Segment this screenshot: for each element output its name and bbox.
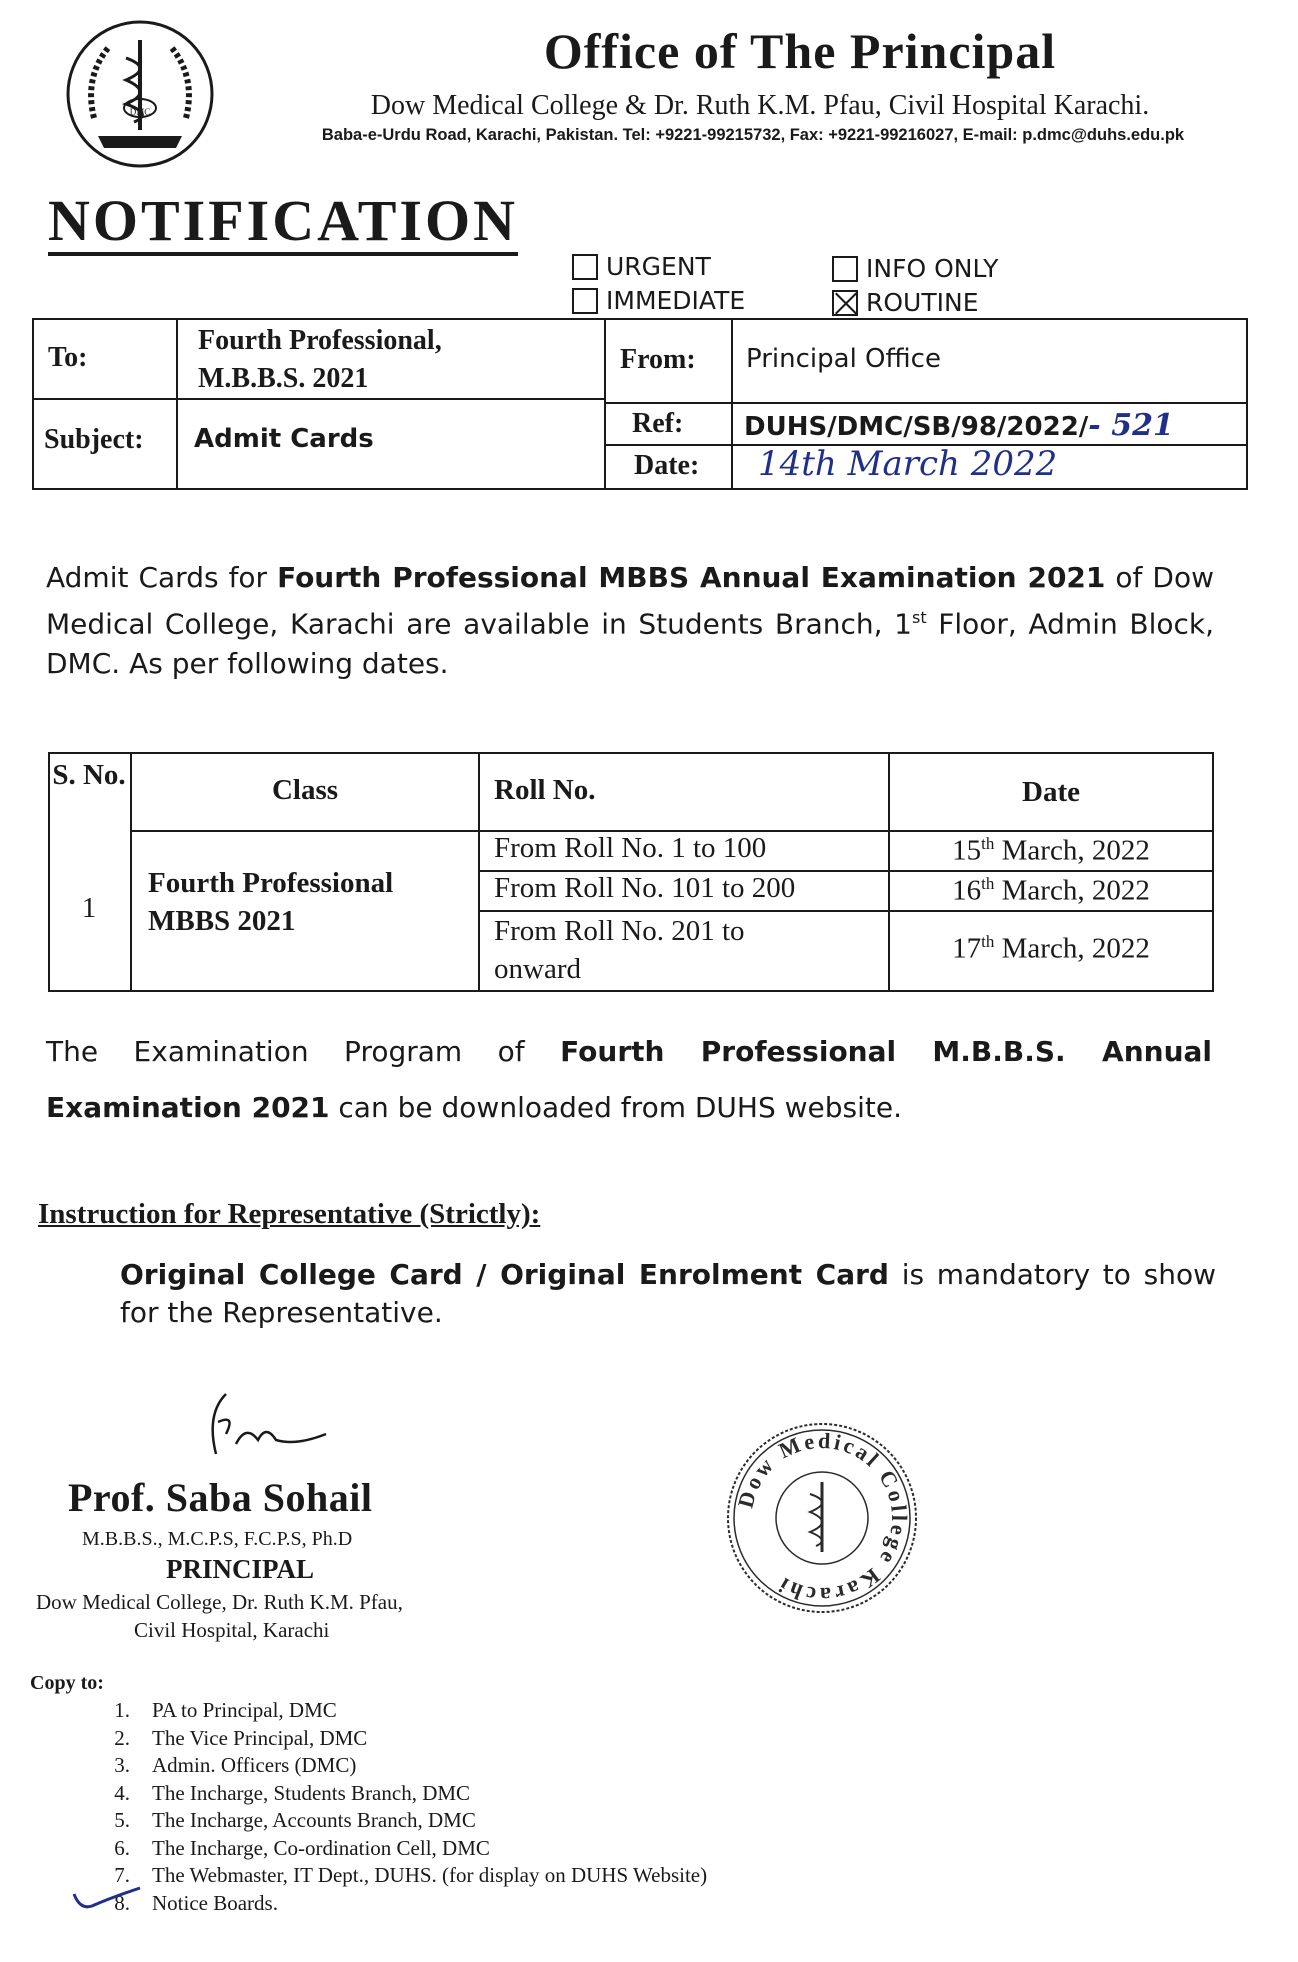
urgent-label: URGENT bbox=[606, 252, 711, 281]
copy-to-item: 4. The Incharge, Students Branch, DMC bbox=[84, 1780, 707, 1808]
ref-value bbox=[744, 408, 1174, 443]
roll-range-3-line-1: From Roll No. 201 to bbox=[494, 915, 745, 947]
notification-title: NOTIFICATION bbox=[48, 192, 518, 256]
class-line-2: MBBS 2021 bbox=[148, 905, 296, 937]
header-sno: S. No. bbox=[52, 759, 126, 791]
date-3-sup: th bbox=[981, 932, 995, 951]
date-label: Date: bbox=[634, 450, 700, 481]
immediate-label: IMMEDIATE bbox=[606, 286, 746, 315]
date-1 bbox=[890, 834, 1212, 868]
row-sno: 1 bbox=[81, 892, 97, 924]
copy-to-item-text: The Vice Principal, DMC bbox=[152, 1725, 368, 1750]
urgent-checkbox bbox=[572, 254, 598, 280]
copy-to-item: 5. The Incharge, Accounts Branch, DMC bbox=[84, 1807, 707, 1835]
subject-label: Subject: bbox=[44, 424, 144, 455]
ref-handwritten: - 521 bbox=[1088, 408, 1174, 443]
signatory-title: PRINCIPAL bbox=[166, 1554, 314, 1584]
immediate-checkbox bbox=[572, 288, 598, 314]
to-value-line-2: M.B.B.S. 2021 bbox=[198, 363, 369, 394]
to-value bbox=[198, 322, 442, 398]
instruction-bold: Original College Card / Original Enrolment Card bbox=[120, 1258, 889, 1291]
date-2-day: 16 bbox=[952, 874, 982, 907]
ref-number: DUHS/DMC/SB/98/2022/ bbox=[744, 412, 1089, 442]
office-title: Office of The Principal bbox=[543, 23, 1057, 79]
to-label: To: bbox=[48, 342, 88, 373]
class-line-1: Fourth Professional bbox=[148, 867, 394, 899]
copy-to-item: 6. The Incharge, Co-ordination Cell, DMC bbox=[84, 1835, 707, 1863]
routine-label: ROUTINE bbox=[866, 288, 979, 317]
date-2-sup: th bbox=[981, 874, 995, 893]
priority-urgent bbox=[572, 252, 711, 281]
date-2-rest: March, 2022 bbox=[994, 874, 1150, 907]
roll-range-3 bbox=[494, 912, 745, 988]
copy-to-item-text: PA to Principal, DMC bbox=[152, 1698, 337, 1722]
copy-to-item: 2. The Vice Principal, DMC bbox=[84, 1725, 707, 1753]
logo-text: DMC bbox=[129, 107, 151, 117]
ref-label: Ref: bbox=[632, 408, 684, 439]
intro-text-1: Admit Cards for bbox=[46, 561, 278, 594]
college-name: Dow Medical College & Dr. Ruth K.M. Pfau, Civil Hospital Karachi. bbox=[370, 90, 1150, 121]
priority-routine bbox=[832, 288, 979, 317]
copy-to-item-text: The Incharge, Accounts Branch, DMC bbox=[152, 1808, 476, 1832]
program-text-1: The Examination Program of bbox=[46, 1035, 561, 1068]
contact-address: Baba-e-Urdu Road, Karachi, Pakistan. Tel: +9221-99215732, Fax: +9221-99216027, E-mail: p.dmc@duhs.edu.pk bbox=[321, 126, 1185, 144]
roll-range-3-line-2: onward bbox=[494, 953, 581, 985]
date-3 bbox=[890, 932, 1212, 966]
signatory-org-line-2: Civil Hospital, Karachi bbox=[134, 1618, 330, 1642]
college-logo bbox=[64, 18, 216, 170]
header-roll-no: Roll No. bbox=[494, 774, 596, 806]
copy-to-item-text: Admin. Officers (DMC) bbox=[152, 1753, 357, 1777]
instruction-paragraph bbox=[120, 1256, 1216, 1332]
from-label: From: bbox=[620, 344, 696, 375]
priority-info-only bbox=[832, 254, 998, 283]
copy-to-item-text: Notice Boards. bbox=[152, 1890, 278, 1915]
copy-to-item-text: The Incharge, Co-ordination Cell, DMC bbox=[152, 1835, 490, 1860]
intro-text-3: Floor, Admin Block, DMC. As per following dates. bbox=[46, 607, 1215, 681]
program-bold: Fourth Professional M.B.B.S. Annual Examination 2021 bbox=[46, 1035, 1212, 1124]
roll-range-1: From Roll No. 1 to 100 bbox=[494, 832, 767, 864]
priority-immediate bbox=[572, 286, 745, 315]
memo-header-table bbox=[32, 318, 1248, 490]
signatory-name: Prof. Saba Sohail bbox=[68, 1475, 373, 1520]
header-date: Date bbox=[1022, 776, 1080, 808]
copy-to-label: Copy to: bbox=[30, 1672, 104, 1694]
date-handwritten: 14th March 2022 bbox=[758, 444, 1058, 484]
from-value: Principal Office bbox=[746, 344, 941, 374]
subject-value: Admit Cards bbox=[194, 424, 374, 454]
program-text-2: can be downloaded from DUHS website. bbox=[329, 1091, 903, 1124]
intro-paragraph bbox=[46, 558, 1214, 684]
instruction-heading: Instruction for Representative (Strictly): bbox=[38, 1198, 541, 1230]
info-only-label: INFO ONLY bbox=[866, 254, 999, 283]
date-3-rest: March, 2022 bbox=[994, 932, 1150, 965]
college-stamp bbox=[724, 1420, 920, 1616]
copy-to-item: 8. Notice Boards. bbox=[84, 1890, 707, 1918]
program-paragraph bbox=[46, 1024, 1212, 1136]
signatory-org-line-1: Dow Medical College, Dr. Ruth K.M. Pfau, bbox=[36, 1590, 403, 1614]
row-class bbox=[148, 864, 393, 940]
date-2 bbox=[890, 874, 1212, 908]
copy-to-item-text: The Webmaster, IT Dept., DUHS. (for display on DUHS Website) bbox=[152, 1863, 708, 1887]
date-1-rest: March, 2022 bbox=[994, 834, 1150, 867]
instruction-text: is mandatory to show for the Representative. bbox=[120, 1258, 1216, 1329]
signatory-qualifications: M.B.B.S., M.C.P.S, F.C.P.S, Ph.D bbox=[82, 1528, 353, 1550]
roll-range-2: From Roll No. 101 to 200 bbox=[494, 872, 796, 904]
info-only-checkbox bbox=[832, 256, 858, 282]
routine-checkbox-checked bbox=[832, 290, 858, 316]
date-3-day: 17 bbox=[952, 932, 982, 965]
header-class: Class bbox=[271, 774, 339, 806]
stamp-text: Dow Medical College Karachi bbox=[732, 1427, 913, 1609]
copy-to-item-text: The Incharge, Students Branch, DMC bbox=[152, 1780, 471, 1805]
copy-to-item: 3. Admin. Officers (DMC) bbox=[84, 1752, 707, 1780]
intro-text-2: of Dow Medical College, Karachi are available in Students Branch, 1 bbox=[46, 561, 1214, 641]
signature-scribble bbox=[196, 1384, 336, 1464]
schedule-table bbox=[48, 752, 1214, 992]
date-1-sup: th bbox=[981, 834, 995, 853]
intro-bold: Fourth Professional MBBS Annual Examination 2021 bbox=[277, 561, 1106, 594]
date-1-day: 15 bbox=[952, 834, 982, 867]
to-value-line-1: Fourth Professional, bbox=[198, 325, 442, 356]
copy-to-item: 1. PA to Principal, DMC bbox=[84, 1697, 707, 1725]
handwritten-tick-mark bbox=[70, 1880, 150, 1914]
copy-to-list bbox=[84, 1697, 707, 1917]
intro-sup: st bbox=[912, 608, 927, 627]
copy-to-item: 7. The Webmaster, IT Dept., DUHS. (for display on DUHS Website) bbox=[84, 1862, 707, 1890]
